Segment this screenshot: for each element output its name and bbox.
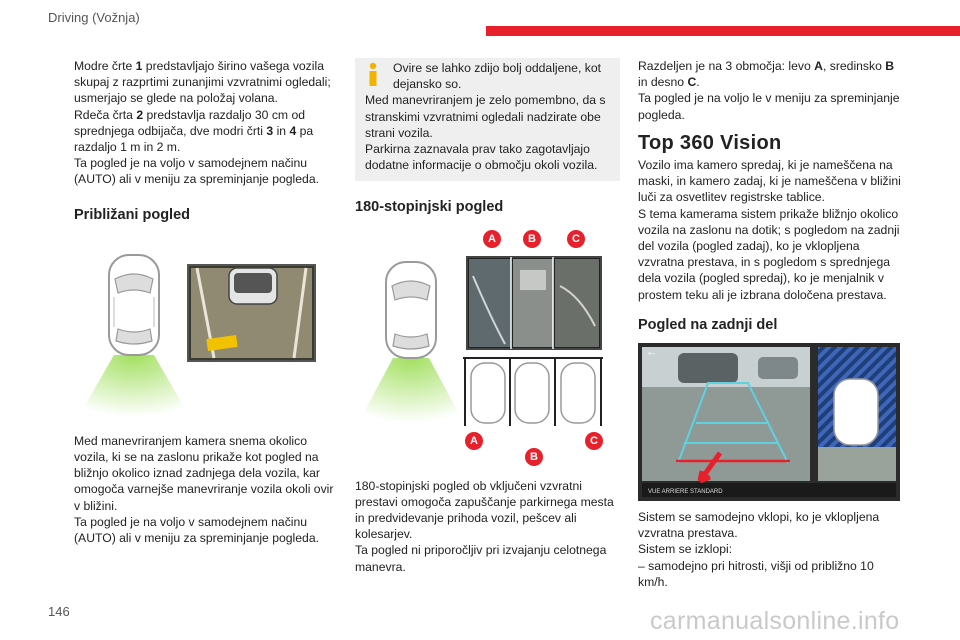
parking-diagram — [463, 358, 603, 426]
col1-body-p1: Med manevriranjem kamera snema okolico vozila, ki se na zaslonu prikaže kot pogled na bližnjo okolico iznad zadnjega dela vozila, kar omogoča varnejše manevriranje vozila okoli ovir v bližini. — [74, 433, 334, 513]
heading-pogled-zadnji-del: Pogled na zadnji del — [638, 316, 778, 333]
camera-screen-180 — [467, 257, 601, 349]
screen-caption: VUE ARRIERE STANDARD — [648, 489, 723, 496]
label-b-top: B — [523, 230, 541, 248]
col3-intro-p2: Ta pogled je na voljo le v meniju za spreminjanje pogleda. — [638, 91, 900, 122]
heading-priblizani-pogled: Približani pogled — [74, 206, 191, 223]
zoom-view-illustration — [74, 237, 336, 423]
rear-view-screen — [638, 343, 900, 501]
label-c-top: C — [567, 230, 585, 248]
col3-body-p3: – samodejno pri hitrosti, višji od približno 10 km/h. — [638, 558, 874, 589]
col2-body-p2: Ta pogled ni priporočljiv pri izvajanju celotnega manevra. — [355, 543, 607, 574]
col1-intro-p2: Rdeča črta 2 predstavlja razdaljo 30 cm od sprednjega odbijača, dve modri črti 3 in 4 pa razdaljo 1 m in 2 m. — [74, 107, 314, 155]
page-number: 146 — [48, 604, 70, 619]
col3-body-p1: Sistem se samodejno vklopi, ko je vklopljena vzvratna prestava. — [638, 510, 880, 541]
title-top-360-vision: Top 360 Vision — [638, 131, 782, 154]
col3-intro-p1: Razdeljen je na 3 območja: levo A, sredinsko B in desno C. — [638, 59, 895, 90]
col1-body — [74, 433, 336, 546]
info-p3: Parkirna zaznavala prav tako zagotavljajo dodatne informacije o območju okoli vozila. — [365, 142, 598, 173]
col1-body-p2: Ta pogled je na voljo v samodejnem načinu (AUTO) ali v meniju za spreminjanje pogleda. — [74, 514, 319, 546]
column-3 — [638, 58, 906, 590]
back-arrow-icon: ← — [646, 346, 657, 359]
col1-intro-p1: Modre črte 1 predstavljajo širino vašega vozila skupaj z razprtimi zunanjimi vzvratnimi ogledali; usmerjajo se glede na položaj volana. — [74, 59, 331, 106]
column-2 — [355, 58, 620, 575]
info-p1: Ovire se lahko zdijo bolj oddaljene, kot dejansko so. — [393, 61, 601, 92]
col3-intro — [638, 58, 906, 123]
info-icon — [363, 62, 383, 86]
car-topview-icon — [386, 262, 436, 358]
col3-title-body-p2: S tema kamerama sistem prikaže bližnjo okolico vozila na zaslonu na dotik; s pogledom na zadnji del vozila (pogled zadaj), ko je vklopljena vzvratna prestava, in s pogledom s sprednjega dela vozila (pogled spredaj), ko je menjalnik v prostem teku ali je izbrana določena prestava. — [638, 206, 900, 302]
col3-body — [638, 509, 906, 590]
column-1 — [74, 58, 336, 546]
label-b-bottom: B — [525, 448, 543, 466]
col3-body-p2: Sistem se izklopi: — [638, 542, 733, 557]
col1-intro-p3: Ta pogled je na voljo v samodejnem načinu (AUTO) ali v meniju za spreminjanje pogleda. — [74, 156, 319, 187]
label-c-bottom: C — [585, 432, 603, 450]
rear-view-figure — [638, 343, 900, 501]
zoom-view-figure — [74, 237, 336, 423]
col1-intro — [74, 58, 336, 188]
info-p2: Med manevriranjem je zelo pomembno, da s stranskimi vzvratnimi ogledali nadzirate obe strani vozila. — [365, 93, 606, 140]
label-a-top: A — [483, 230, 501, 248]
col3-title-body — [638, 157, 906, 303]
col2-body-p1: 180-stopinjski pogled ob vključeni vzvratni prestavi omogoča zapuščanje parkirnega mesta in predvidevanje prihoda vozil, pešcev ali kolesarjev. — [355, 478, 614, 542]
camera-screen-zoom — [188, 265, 315, 361]
info-box — [355, 58, 620, 181]
section-title: Driving (Vožnja) — [48, 10, 140, 25]
view-180-illustration — [355, 226, 620, 470]
header-accent-bar — [486, 26, 960, 36]
view-180-figure — [355, 226, 620, 470]
label-a-bottom: A — [465, 432, 483, 450]
col2-body — [355, 478, 620, 575]
watermark: carmanualsonline.info — [650, 607, 900, 635]
car-topview-icon — [834, 379, 878, 445]
heading-180-pogled: 180-stopinjski pogled — [355, 199, 504, 216]
car-topview-icon — [109, 255, 159, 355]
col3-title-body-p1: Vozilo ima kamero spredaj, ki je nameščena na maski, in kamero zadaj, ki je nameščena v bližini luči za osvetlitev registrske tablice. — [638, 158, 901, 205]
